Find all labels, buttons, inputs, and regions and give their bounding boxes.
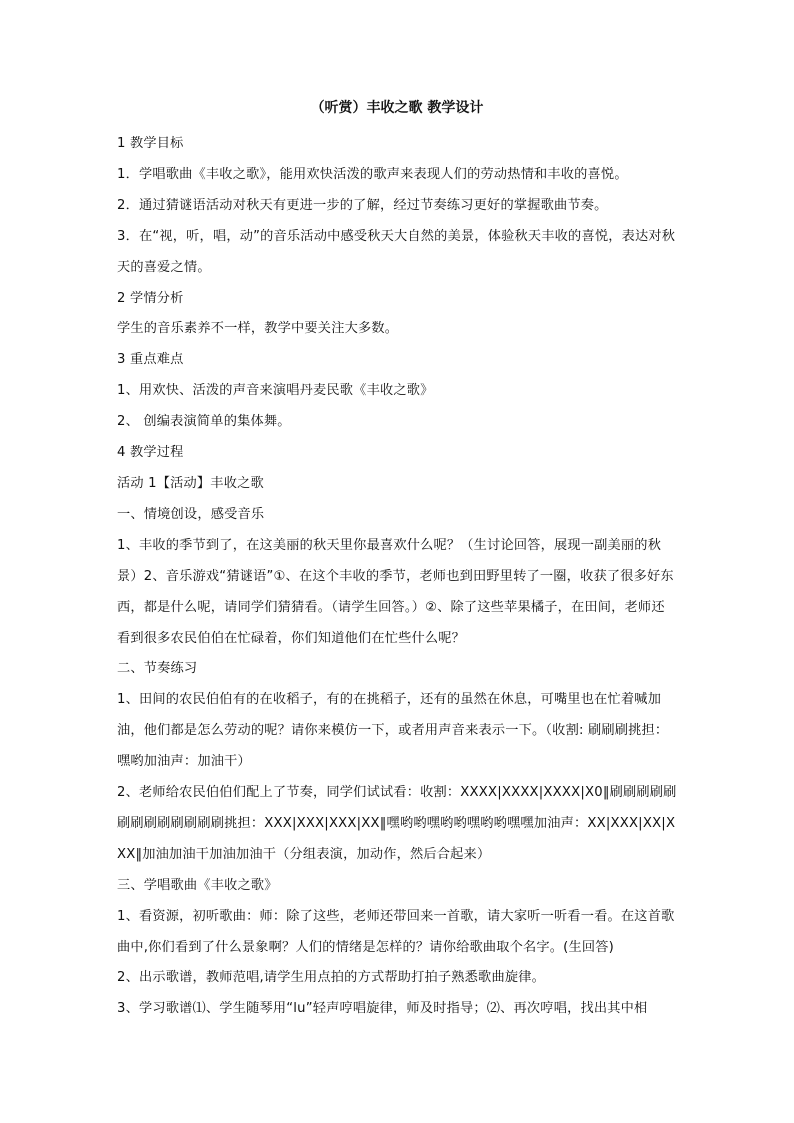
objective-item-3: 3．在“视，听，唱，动”的音乐活动中感受秋天大自然的美景，体验秋天丰收的喜悦，表达对秋天的喜爱之情。: [117, 228, 676, 275]
document-title: （听赏）丰收之歌 教学设计: [310, 100, 484, 116]
key-point-item-1: 1、用欢快、活泼的声音来演唱丹麦民歌《丰收之歌》: [117, 383, 434, 399]
step-3-text-1: 1、看资源，初听歌曲：师：除了这些，老师还带回来一首歌，请大家听一听看一看。在这首歌曲中,你们看到了什么景象啊？人们的情绪是怎样的？请你给歌曲取个名字。(生回答): [117, 908, 675, 955]
section-heading-key-points: 3 重点难点: [117, 352, 184, 368]
step-1-text: 1、丰收的季节到了，在这美丽的秋天里你最喜欢什么呢？（生讨论回答，展现一副美丽的秋景）2、音乐游戏“猜谜语”①、在这个丰收的季节，老师也到田野里转了一圈，收获了很多好东西，都是什么呢，请同学们猜猜看。（请学生回答。）②、除了这些苹果橘子，在田间，老师还看到很多农民伯伯在忙碌着，你们知道他们在忙些什么呢？: [117, 537, 674, 646]
document-page: [117, 98, 677, 1025]
key-point-item-2: 2、 创编表演简单的集体舞。: [117, 414, 291, 430]
document-body: [117, 129, 677, 1025]
activity-heading: 活动 1【活动】丰收之歌: [117, 475, 264, 491]
section-heading-process: 4 教学过程: [117, 445, 184, 461]
step-2-text-2: 2、老师给农民伯伯们配上了节奏，同学们试试看：收割：XXXX|XXXX|XXXX|X0‖刷刷刷刷刷刷刷刷刷刷刷刷刷挑担：XXX|XXX|XXX|XX‖嘿哟哟嘿哟哟嘿哟哟嘿嘿加油声：XX|XXX|XX|XXX‖加油加油干加油加油干（分组表演，加动作，然后合起来）: [117, 785, 677, 862]
step-2-text-1: 1、田间的农民伯伯有的在收稻子，有的在挑稻子，还有的虽然在休息，可嘴里也在忙着喊加油，他们都是怎么劳动的呢？请你来模仿一下，或者用声音来表示一下。（收割: 刷刷刷挑担：嘿哟加油声：加油干）: [117, 692, 669, 770]
step-3-text-2: 2、出示歌谱，教师范唱,请学生用点拍的方式帮助打拍子熟悉歌曲旋律。: [117, 970, 545, 986]
section-heading-objectives: 1 教学目标: [117, 136, 184, 151]
step-heading-2: 二、节奏练习: [117, 661, 198, 677]
step-3-text-3: 3、学习歌谱⑴、学生随琴用“lu”轻声哼唱旋律，师及时指导；⑵、再次哼唱，找出其中相: [117, 1001, 648, 1017]
step-heading-3: 三、学唱歌曲《丰收之歌》: [117, 877, 278, 893]
section-heading-analysis: 2 学情分析: [117, 290, 184, 306]
step-heading-1: 一、情境创设，感受音乐: [117, 506, 265, 522]
objective-item-2: 2．通过猜谜语活动对秋天有更进一步的了解，经过节奏练习更好的掌握歌曲节奏。: [117, 197, 608, 213]
objective-item-1: 1．学唱歌曲《丰收之歌》，能用欢快活泼的歌声来表现人们的劳动热情和丰收的喜悦。: [117, 166, 628, 182]
analysis-text: 学生的音乐素养不一样，教学中要关注大多数。: [117, 321, 399, 337]
